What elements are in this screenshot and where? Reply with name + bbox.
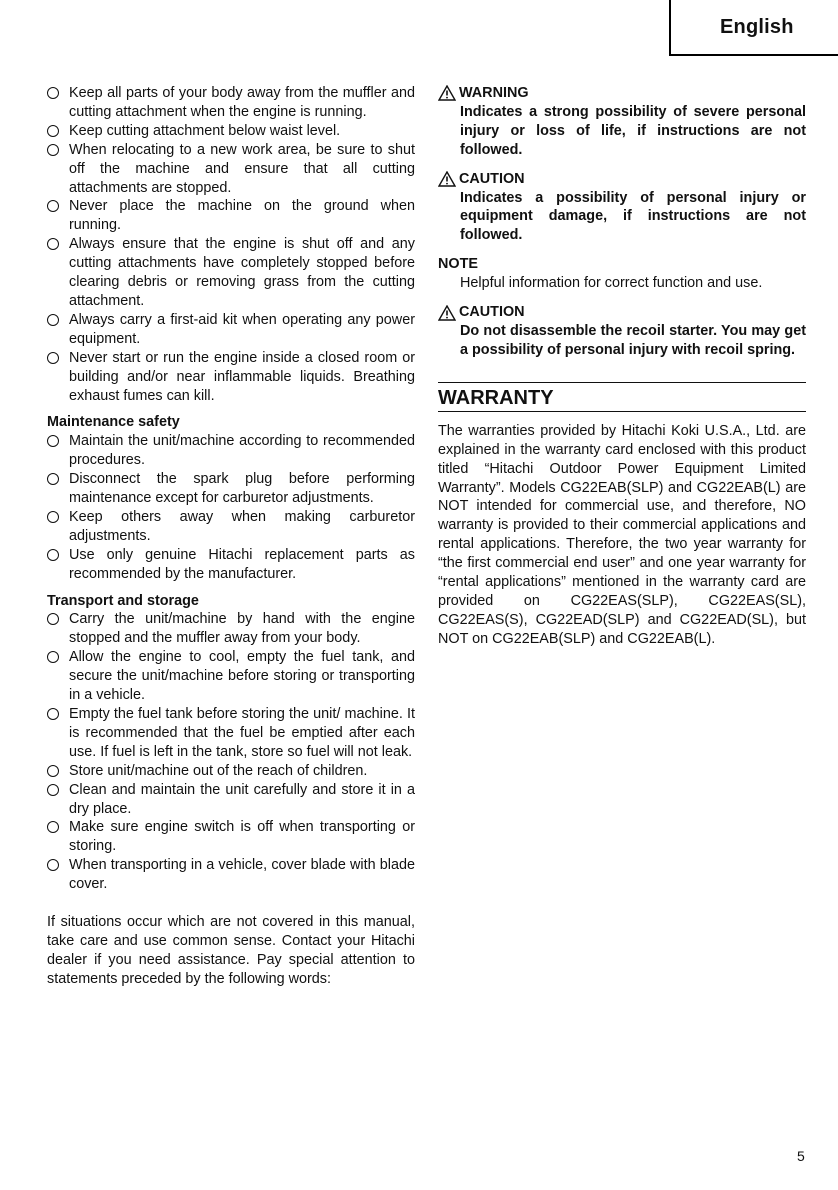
warning-triangle-icon: [438, 85, 456, 101]
caution-label: CAUTION: [459, 304, 525, 321]
bullet-circle-icon: [47, 821, 59, 833]
list-item: Carry the unit/machine by hand with the engine stopped and the muffler away from your body.: [47, 610, 415, 648]
language-label: English: [720, 16, 794, 38]
warranty-heading: WARRANTY: [438, 382, 806, 412]
list-item: Make sure engine switch is off when transporting or storing.: [47, 818, 415, 856]
list-item: Never place the machine on the ground when running.: [47, 197, 415, 235]
closing-paragraph: If situations occur which are not covered in this manual, take care and use common sense. Contact your Hitachi dealer if you need assistance. Pay special attention to statements preceded by the following words:: [47, 914, 415, 987]
bullet-circle-icon: [47, 784, 59, 796]
caution-text: Indicates a possibility of personal injury or equipment damage, if instructions are not followed.: [460, 189, 806, 244]
list-item: When transporting in a vehicle, cover blade with blade cover.: [47, 856, 415, 894]
list-item: Disconnect the spark plug before performing maintenance except for carburetor adjustments.: [47, 470, 415, 508]
bullet-circle-icon: [47, 473, 59, 485]
list-item: Maintain the unit/machine according to recommended procedures.: [47, 432, 415, 470]
bullet-circle-icon: [47, 238, 59, 250]
list-item: Keep all parts of your body away from the muffler and cutting attachment when the engine is running.: [47, 84, 415, 122]
list-item: Clean and maintain the unit carefully and store it in a dry place.: [47, 781, 415, 819]
safety-bullet-list: [47, 84, 415, 405]
caution-recoil-notice: [438, 303, 806, 360]
transport-bullet-list: [47, 610, 415, 894]
list-item: Store unit/machine out of the reach of children.: [47, 762, 415, 781]
bullet-circle-icon: [47, 125, 59, 137]
bullet-circle-icon: [47, 352, 59, 364]
maintenance-bullet-list: [47, 432, 415, 583]
language-tab: [669, 0, 838, 56]
caution-label: CAUTION: [459, 170, 525, 187]
warning-label: WARNING: [459, 85, 529, 101]
bullet-circle-icon: [47, 708, 59, 720]
list-item: Empty the fuel tank before storing the unit/ machine. It is recommended that the fuel be emptied after each use. If fuel is left in the tank, store so fuel will not leak.: [47, 705, 415, 762]
list-item: Always carry a first-aid kit when operating any power equipment.: [47, 311, 415, 349]
warning-text: Indicates a strong possibility of severe personal injury or loss of life, if instructions are not followed.: [460, 103, 806, 158]
caution-notice: [438, 170, 806, 246]
bullet-circle-icon: [47, 859, 59, 871]
list-item: Always ensure that the engine is shut off and any cutting attachments have completely stopped before clearing debris or removing grass from the cutting attachment.: [47, 235, 415, 311]
caution-triangle-icon: [438, 171, 456, 187]
list-item: Never start or run the engine inside a closed room or building and/or near inflammable liquids. Breathing exhaust fumes can kill.: [47, 349, 415, 406]
bullet-circle-icon: [47, 435, 59, 447]
bullet-circle-icon: [47, 511, 59, 523]
list-item: When relocating to a new work area, be sure to shut off the machine and ensure that all cutting attachments are stopped.: [47, 141, 415, 198]
note-text: Helpful information for correct function and use.: [460, 275, 763, 292]
maintenance-heading: Maintenance safety: [47, 414, 180, 431]
bullet-circle-icon: [47, 651, 59, 663]
bullet-circle-icon: [47, 765, 59, 777]
transport-heading: Transport and storage: [47, 592, 199, 609]
bullet-circle-icon: [47, 613, 59, 625]
bullet-circle-icon: [47, 314, 59, 326]
bullet-circle-icon: [47, 200, 59, 212]
list-item: Keep cutting attachment below waist level.: [47, 122, 415, 141]
bullet-circle-icon: [47, 549, 59, 561]
left-column: [47, 84, 415, 989]
list-item: Use only genuine Hitachi replacement parts as recommended by the manufacturer.: [47, 546, 415, 584]
page-number: 5: [797, 1148, 805, 1164]
warranty-text: The warranties provided by Hitachi Koki U.S.A., Ltd. are explained in the warranty card enclosed with this product titled “Hitachi Outdoor Power Equipment Limited Warranty”. Models CG22EAB(SLP) and CG22EAB(L) are NOT intended for commercial use, and therefore, NO warranty is provided to their commercial applications and rental applications. Therefore, the two year warranty for “the first commercial end user” and one year warranty for “rental applications” mentioned in the warranty card are provided on CG22EAS(SLP), CG22EAS(SL), CG22EAS(S), CG22EAD(SLP) and CG22EAD(SL), but NOT on CG22EAB(SLP) and CG22EAB(L).: [438, 422, 806, 647]
warning-notice: [438, 84, 806, 160]
bullet-circle-icon: [47, 144, 59, 156]
note-notice: [438, 255, 806, 293]
caution-recoil-text: Do not disassemble the recoil starter. You may get a possibility of personal injury with recoil spring.: [460, 322, 806, 358]
note-label: NOTE: [438, 256, 478, 273]
list-item: Keep others away when making carburetor adjustments.: [47, 508, 415, 546]
bullet-circle-icon: [47, 87, 59, 99]
caution-triangle-icon: [438, 305, 456, 321]
list-item: Allow the engine to cool, empty the fuel tank, and secure the unit/machine before storing or transporting in a vehicle.: [47, 648, 415, 705]
right-column: [438, 84, 806, 649]
